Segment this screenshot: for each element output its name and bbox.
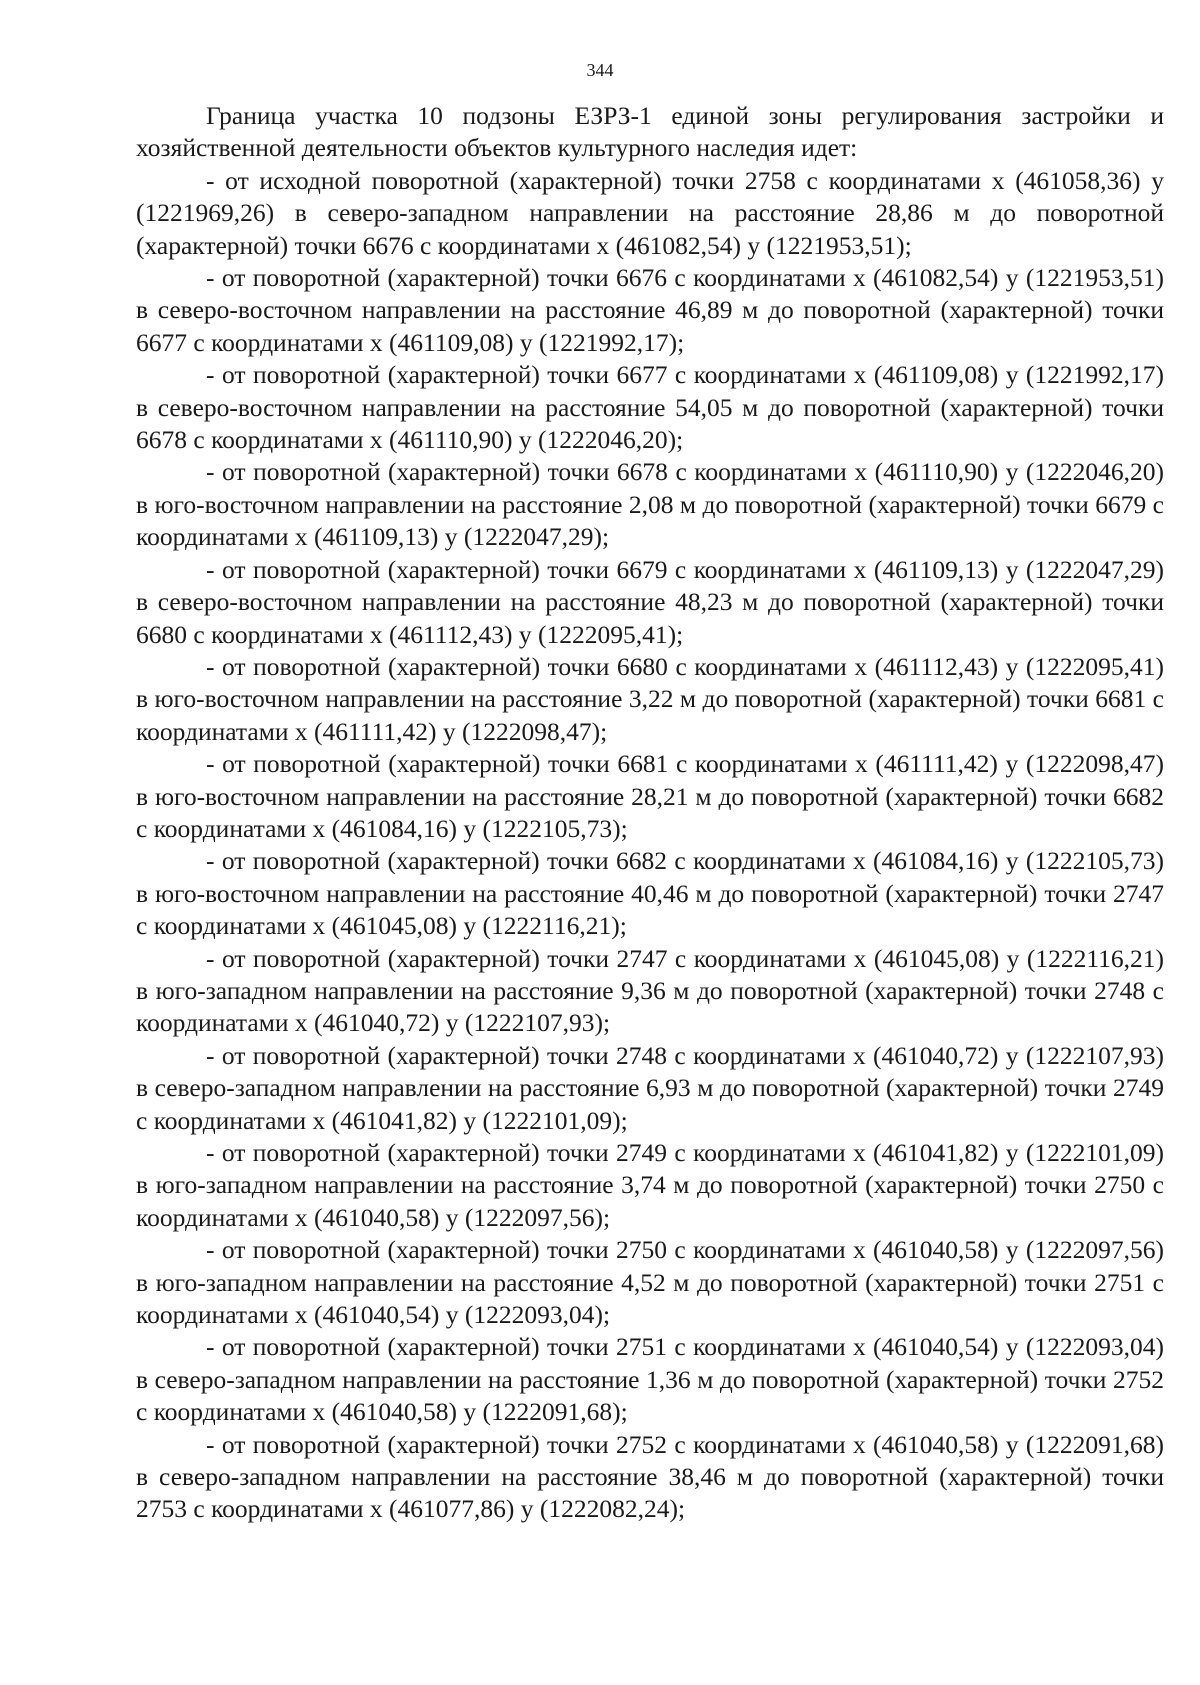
page-number: 344: [586, 60, 614, 80]
boundary-segment: - от поворотной (характерной) точки 2748 с координатами х (461040,72) у (1222107,93) в северо-западном направлении на расстояние 6,93 м до поворотной (характерной) точки 2749 с координатами х (461041,82) у (1222101,09);: [136, 1040, 1164, 1135]
boundary-segment: - от поворотной (характерной) точки 6676 с координатами х (461082,54) у (1221953,51) в северо-восточном направлении на расстояние 46,89 м до поворотной (характерной) точки 6677 с координатами х (461109,08) у (1221992,17);: [136, 263, 1164, 357]
boundary-segment: - от поворотной (характерной) точки 6682 с координатами х (461084,16) у (1222105,73) в юго-восточном направлении на расстояние 40,46 м до поворотной (характерной) точки 2747 с координатами х (461045,08) у (1222116,21);: [136, 846, 1164, 941]
boundary-segment: - от поворотной (характерной) точки 2750 с координатами х (461040,58) у (1222097,56) в юго-западном направлении на расстояние 4,52 м до поворотной (характерной) точки 2751 с координатами х (461040,54) у (1222093,04);: [136, 1235, 1164, 1330]
boundary-segment: - от поворотной (характерной) точки 6681 с координатами х (461111,42) у (1222098,47) в юго-восточном направлении на расстояние 28,21 м до поворотной (характерной) точки 6682 с координатами х (461084,16) у (1222105,73);: [136, 749, 1164, 843]
intro-paragraph: Граница участка 10 подзоны ЕЗРЗ-1 единой зоны регулирования застройки и хозяйственной деятельности объектов культурного наследия идет:: [136, 101, 1164, 163]
document-body: [136, 100, 1164, 1526]
boundary-segment: - от исходной поворотной (характерной) точки 2758 с координатами х (461058,36) у (1221969,26) в северо-западном направлении на расстояние 28,86 м до поворотной (характерной) точки 6676 с координатами х (461082,54) у (1221953,51);: [136, 165, 1164, 260]
boundary-segment: - от поворотной (характерной) точки 6680 с координатами х (461112,43) у (1222095,41) в юго-восточном направлении на расстояние 3,22 м до поворотной (характерной) точки 6681 с координатами х (461111,42) у (1222098,47);: [136, 651, 1164, 746]
boundary-segment: - от поворотной (характерной) точки 2751 с координатами х (461040,54) у (1222093,04) в северо-западном направлении на расстояние 1,36 м до поворотной (характерной) точки 2752 с координатами х (461040,58) у (1222091,68);: [136, 1332, 1164, 1427]
boundary-segment: - от поворотной (характерной) точки 6678 с координатами х (461110,90) у (1222046,20) в юго-восточном направлении на расстояние 2,08 м до поворотной (характерной) точки 6679 с координатами х (461109,13) у (1222047,29);: [136, 457, 1164, 552]
boundary-segment: - от поворотной (характерной) точки 2747 с координатами х (461045,08) у (1222116,21) в юго-западном направлении на расстояние 9,36 м до поворотной (характерной) точки 2748 с координатами х (461040,72) у (1222107,93);: [136, 943, 1164, 1038]
boundary-segment: - от поворотной (характерной) точки 6679 с координатами х (461109,13) у (1222047,29) в северо-восточном направлении на расстояние 48,23 м до поворотной (характерной) точки 6680 с координатами х (461112,43) у (1222095,41);: [136, 554, 1164, 649]
boundary-segment: - от поворотной (характерной) точки 2752 с координатами х (461040,58) у (1222091,68) в северо-западном направлении на расстояние 38,46 м до поворотной (характерной) точки 2753 с координатами х (461077,86) у (1222082,24);: [136, 1429, 1164, 1524]
boundary-segment: - от поворотной (характерной) точки 2749 с координатами х (461041,82) у (1222101,09) в юго-западном направлении на расстояние 3,74 м до поворотной (характерной) точки 2750 с координатами х (461040,58) у (1222097,56);: [136, 1138, 1164, 1232]
boundary-segment: - от поворотной (характерной) точки 6677 с координатами х (461109,08) у (1221992,17) в северо-восточном направлении на расстояние 54,05 м до поворотной (характерной) точки 6678 с координатами х (461110,90) у (1222046,20);: [136, 360, 1164, 455]
